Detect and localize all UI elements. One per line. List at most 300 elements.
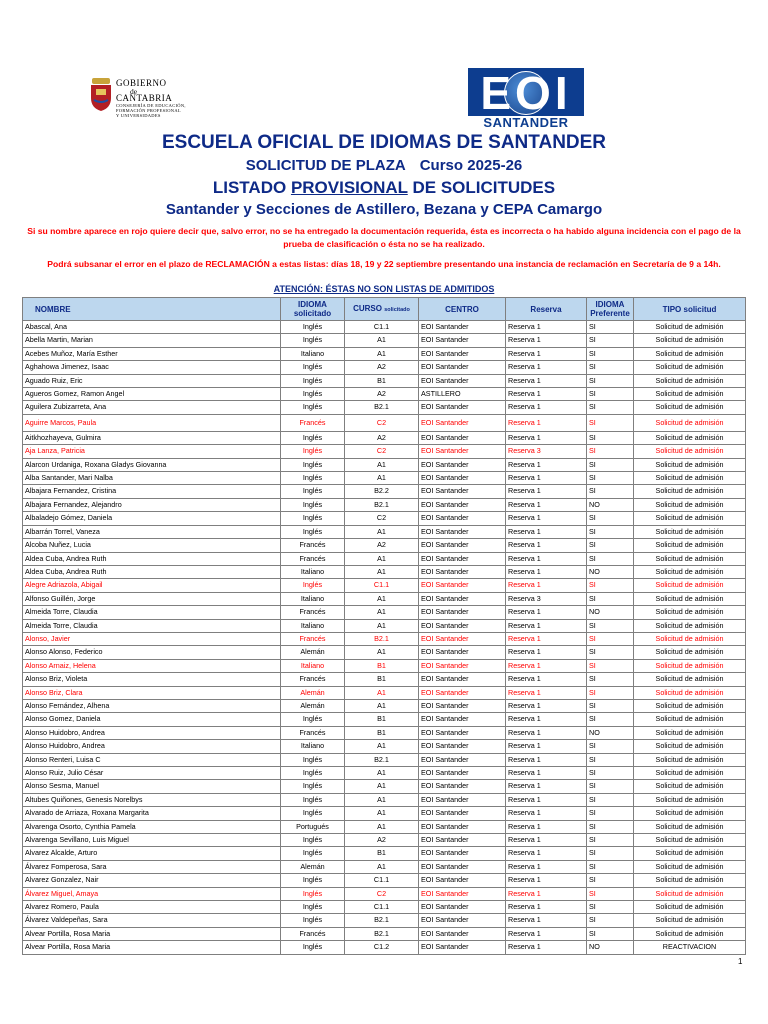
cell-reserva: Reserva 1 <box>506 941 587 954</box>
cell-preferente: NO <box>587 941 634 954</box>
cell-tipo: Solicitud de admisión <box>634 713 746 726</box>
table-row <box>23 834 746 847</box>
cell-nombre: Aitkhozhayeva, Gulmira <box>23 431 281 444</box>
table-row <box>23 767 746 780</box>
cell-reserva: Reserva 3 <box>506 592 587 605</box>
cell-preferente: SI <box>587 525 634 538</box>
cell-idioma: Francés <box>281 539 345 552</box>
cell-idioma: Inglés <box>281 941 345 954</box>
cell-preferente: SI <box>587 847 634 860</box>
cell-tipo: Solicitud de admisión <box>634 579 746 592</box>
cell-centro: EOI Santander <box>419 646 506 659</box>
cell-reserva: Reserva 1 <box>506 726 587 739</box>
table-row <box>23 592 746 605</box>
cell-idioma: Inglés <box>281 525 345 538</box>
table-header-row <box>23 298 746 321</box>
cell-nombre: Alonso Gomez, Daniela <box>23 713 281 726</box>
cell-idioma: Alemán <box>281 686 345 699</box>
cell-centro: EOI Santander <box>419 740 506 753</box>
cell-idioma: Francés <box>281 673 345 686</box>
table-row <box>23 740 746 753</box>
cell-centro: EOI Santander <box>419 860 506 873</box>
cell-centro: EOI Santander <box>419 901 506 914</box>
cell-nombre: Aguirre Marcos, Paula <box>23 414 281 431</box>
cell-curso: A1 <box>345 793 419 806</box>
cell-preferente: NO <box>587 606 634 619</box>
cell-centro: EOI Santander <box>419 552 506 565</box>
cell-reserva: Reserva 1 <box>506 472 587 485</box>
cell-idioma: Francés <box>281 632 345 645</box>
cell-idioma: Francés <box>281 414 345 431</box>
cell-nombre: Alvarenga Sevillano, Luis Miguel <box>23 834 281 847</box>
cell-centro: EOI Santander <box>419 780 506 793</box>
cell-preferente: SI <box>587 539 634 552</box>
cell-nombre: Alonso, Javier <box>23 632 281 645</box>
cell-reserva: Reserva 1 <box>506 414 587 431</box>
table-row <box>23 874 746 887</box>
table-row <box>23 686 746 699</box>
cell-tipo: Solicitud de admisión <box>634 780 746 793</box>
cell-preferente: SI <box>587 767 634 780</box>
cell-idioma: Inglés <box>281 472 345 485</box>
cell-nombre: Álvarez Valdepeñas, Sara <box>23 914 281 927</box>
cell-nombre: Alcoba Nuñez, Lucia <box>23 539 281 552</box>
cell-curso: B1 <box>345 713 419 726</box>
cell-curso: A2 <box>345 361 419 374</box>
cell-centro: EOI Santander <box>419 686 506 699</box>
cell-centro: EOI Santander <box>419 914 506 927</box>
cell-nombre: Alvarado de Arriaza, Roxana Margarita <box>23 807 281 820</box>
cell-curso: A1 <box>345 347 419 360</box>
list-heading <box>0 178 768 198</box>
cell-tipo: REACTIVACION <box>634 941 746 954</box>
cell-tipo: Solicitud de admisión <box>634 820 746 833</box>
cell-nombre: Aldea Cuba, Andrea Ruth <box>23 552 281 565</box>
cell-nombre: Albajara Fernandez, Cristina <box>23 485 281 498</box>
cell-reserva: Reserva 1 <box>506 887 587 900</box>
table-row <box>23 820 746 833</box>
col-curso-label: CURSO <box>353 303 382 313</box>
cell-reserva: Reserva 1 <box>506 901 587 914</box>
cell-tipo: Solicitud de admisión <box>634 860 746 873</box>
cell-reserva: Reserva 1 <box>506 927 587 940</box>
cell-centro: EOI Santander <box>419 361 506 374</box>
table-row <box>23 753 746 766</box>
table-row <box>23 807 746 820</box>
table-row <box>23 388 746 401</box>
cell-tipo: Solicitud de admisión <box>634 401 746 414</box>
cell-curso: A1 <box>345 646 419 659</box>
cell-tipo: Solicitud de admisión <box>634 632 746 645</box>
cell-curso: C1.1 <box>345 321 419 334</box>
table-row <box>23 927 746 940</box>
cell-nombre: Alvear Portilla, Rosa Maria <box>23 941 281 954</box>
cell-nombre: Alonso Ruiz, Julio César <box>23 767 281 780</box>
cell-preferente: SI <box>587 927 634 940</box>
cell-curso: C2 <box>345 414 419 431</box>
applications-table <box>22 297 746 955</box>
cell-idioma: Inglés <box>281 901 345 914</box>
cell-centro: EOI Santander <box>419 834 506 847</box>
cell-idioma: Inglés <box>281 458 345 471</box>
cell-reserva: Reserva 1 <box>506 767 587 780</box>
cell-nombre: Alvear Portilla, Rosa Maria <box>23 927 281 940</box>
cell-idioma: Inglés <box>281 431 345 444</box>
gov-line-2: de <box>130 86 138 96</box>
cell-preferente: SI <box>587 485 634 498</box>
cell-tipo: Solicitud de admisión <box>634 334 746 347</box>
cell-idioma: Inglés <box>281 834 345 847</box>
cell-preferente: SI <box>587 347 634 360</box>
table-row <box>23 914 746 927</box>
table-row <box>23 401 746 414</box>
subtitle <box>0 157 768 174</box>
cell-centro: EOI Santander <box>419 632 506 645</box>
cell-reserva: Reserva 1 <box>506 874 587 887</box>
cell-curso: C2 <box>345 887 419 900</box>
table-row <box>23 414 746 431</box>
cell-idioma: Inglés <box>281 847 345 860</box>
cell-preferente: SI <box>587 820 634 833</box>
cell-nombre: Alarcon Urdaniga, Roxana Gladys Giovanna <box>23 458 281 471</box>
cell-reserva: Reserva 1 <box>506 388 587 401</box>
cell-curso: A1 <box>345 780 419 793</box>
table-row <box>23 458 746 471</box>
cell-reserva: Reserva 1 <box>506 539 587 552</box>
cell-idioma: Inglés <box>281 374 345 387</box>
cell-idioma: Inglés <box>281 713 345 726</box>
table-row <box>23 445 746 458</box>
cell-tipo: Solicitud de admisión <box>634 914 746 927</box>
cell-idioma: Inglés <box>281 914 345 927</box>
cell-nombre: Alvarenga Osorto, Cynthia Pamela <box>23 820 281 833</box>
table-row <box>23 485 746 498</box>
cell-centro: EOI Santander <box>419 673 506 686</box>
col-preferente <box>587 298 634 321</box>
cell-curso: A1 <box>345 740 419 753</box>
cell-idioma: Inglés <box>281 498 345 511</box>
cell-idioma: Inglés <box>281 334 345 347</box>
cell-preferente: NO <box>587 726 634 739</box>
cell-curso: A1 <box>345 606 419 619</box>
cell-idioma: Inglés <box>281 767 345 780</box>
table-row <box>23 941 746 954</box>
cell-tipo: Solicitud de admisión <box>634 874 746 887</box>
cell-centro: EOI Santander <box>419 512 506 525</box>
cell-tipo: Solicitud de admisión <box>634 807 746 820</box>
cell-curso: A1 <box>345 565 419 578</box>
cell-preferente: SI <box>587 361 634 374</box>
cell-tipo: Solicitud de admisión <box>634 414 746 431</box>
cell-centro: EOI Santander <box>419 539 506 552</box>
cell-tipo: Solicitud de admisión <box>634 445 746 458</box>
col-reserva: Reserva <box>506 298 587 321</box>
cell-centro: EOI Santander <box>419 807 506 820</box>
cell-reserva: Reserva 1 <box>506 673 587 686</box>
cell-tipo: Solicitud de admisión <box>634 726 746 739</box>
cell-centro: EOI Santander <box>419 941 506 954</box>
cell-preferente: SI <box>587 659 634 672</box>
table-row <box>23 512 746 525</box>
attention-notice: ATENCIÓN: ÉSTAS NO SON LISTAS DE ADMITIDOS <box>273 284 495 294</box>
col-curso <box>345 298 419 321</box>
cell-nombre: Alonso Huidobro, Andrea <box>23 740 281 753</box>
table-row <box>23 579 746 592</box>
cell-preferente: SI <box>587 401 634 414</box>
cell-centro: EOI Santander <box>419 887 506 900</box>
subtitle-request: SOLICITUD DE PLAZA <box>245 157 406 174</box>
cell-idioma: Alemán <box>281 699 345 712</box>
sections-heading: Santander y Secciones de Astillero, Bezana y CEPA Camargo <box>165 201 603 218</box>
cell-preferente: SI <box>587 887 634 900</box>
cell-idioma: Inglés <box>281 361 345 374</box>
cell-curso: B1 <box>345 726 419 739</box>
table-row <box>23 552 746 565</box>
cell-reserva: Reserva 1 <box>506 699 587 712</box>
table-row <box>23 646 746 659</box>
cell-preferente: SI <box>587 686 634 699</box>
cell-centro: EOI Santander <box>419 445 506 458</box>
cell-nombre: Abella Martin, Marian <box>23 334 281 347</box>
cell-preferente: SI <box>587 753 634 766</box>
cell-centro: ASTILLERO <box>419 388 506 401</box>
cell-tipo: Solicitud de admisión <box>634 388 746 401</box>
cell-curso: C1.2 <box>345 941 419 954</box>
cell-idioma: Francés <box>281 927 345 940</box>
cell-nombre: Alonso Arnaiz, Helena <box>23 659 281 672</box>
cell-preferente: SI <box>587 334 634 347</box>
cell-curso: B1 <box>345 847 419 860</box>
cell-tipo: Solicitud de admisión <box>634 606 746 619</box>
cell-reserva: Reserva 1 <box>506 646 587 659</box>
gobierno-cantabria-logo <box>88 78 188 116</box>
cell-reserva: Reserva 1 <box>506 780 587 793</box>
cell-centro: EOI Santander <box>419 753 506 766</box>
cell-idioma: Italiano <box>281 659 345 672</box>
col-tipo: TIPO solicitud <box>634 298 746 321</box>
cell-preferente: SI <box>587 914 634 927</box>
cell-preferente: SI <box>587 740 634 753</box>
table-row <box>23 860 746 873</box>
cell-tipo: Solicitud de admisión <box>634 927 746 940</box>
cell-centro: EOI Santander <box>419 699 506 712</box>
col-curso-sub: solicitado <box>384 306 410 313</box>
cell-preferente: SI <box>587 374 634 387</box>
cell-curso: B2.2 <box>345 485 419 498</box>
cell-centro: EOI Santander <box>419 713 506 726</box>
cell-curso: A2 <box>345 539 419 552</box>
cell-idioma: Inglés <box>281 401 345 414</box>
cell-centro: EOI Santander <box>419 659 506 672</box>
cell-reserva: Reserva 1 <box>506 431 587 444</box>
table-row <box>23 431 746 444</box>
cell-centro: EOI Santander <box>419 525 506 538</box>
cell-tipo: Solicitud de admisión <box>634 485 746 498</box>
cell-curso: A1 <box>345 525 419 538</box>
cell-nombre: Alonso Briz, Violeta <box>23 673 281 686</box>
cell-reserva: Reserva 1 <box>506 659 587 672</box>
cell-reserva: Reserva 1 <box>506 512 587 525</box>
cell-nombre: Alvarez Gonzalez, Nair <box>23 874 281 887</box>
cell-reserva: Reserva 1 <box>506 485 587 498</box>
table-row <box>23 539 746 552</box>
cell-centro: EOI Santander <box>419 458 506 471</box>
cell-nombre: Alonso Briz, Clara <box>23 686 281 699</box>
cell-preferente: SI <box>587 431 634 444</box>
cell-reserva: Reserva 1 <box>506 401 587 414</box>
cell-preferente: SI <box>587 646 634 659</box>
cell-tipo: Solicitud de admisión <box>634 901 746 914</box>
cell-idioma: Inglés <box>281 753 345 766</box>
cell-idioma: Inglés <box>281 579 345 592</box>
cell-curso: B2.1 <box>345 927 419 940</box>
coat-of-arms-icon <box>88 78 114 112</box>
table-row <box>23 361 746 374</box>
cell-idioma: Francés <box>281 606 345 619</box>
cell-curso: A1 <box>345 334 419 347</box>
cell-centro: EOI Santander <box>419 592 506 605</box>
cell-tipo: Solicitud de admisión <box>634 686 746 699</box>
cell-preferente: SI <box>587 321 634 334</box>
cell-preferente: NO <box>587 565 634 578</box>
table-row <box>23 632 746 645</box>
cell-idioma: Inglés <box>281 388 345 401</box>
cell-preferente: SI <box>587 793 634 806</box>
eoi-caption: SANTANDER <box>483 115 569 130</box>
cell-nombre: Alegre Adriazola, Abigail <box>23 579 281 592</box>
cell-nombre: Alonso Fernández, Alhena <box>23 699 281 712</box>
cell-idioma: Francés <box>281 552 345 565</box>
cell-centro: EOI Santander <box>419 431 506 444</box>
cell-reserva: Reserva 1 <box>506 334 587 347</box>
col-idioma-line1: IDIOMA <box>298 300 327 309</box>
cell-preferente: SI <box>587 673 634 686</box>
table-row <box>23 887 746 900</box>
cell-preferente: NO <box>587 498 634 511</box>
cell-curso: B2.1 <box>345 914 419 927</box>
cell-nombre: Álvarez Miguel, Amaya <box>23 887 281 900</box>
cell-nombre: Albarrán Torrel, Vaneza <box>23 525 281 538</box>
table-row <box>23 659 746 672</box>
gov-line-3: CANTABRIA <box>116 93 173 103</box>
cell-reserva: Reserva 1 <box>506 847 587 860</box>
cell-reserva: Reserva 1 <box>506 552 587 565</box>
cell-idioma: Inglés <box>281 321 345 334</box>
cell-centro: EOI Santander <box>419 334 506 347</box>
cell-reserva: Reserva 1 <box>506 579 587 592</box>
col-nombre: NOMBRE <box>23 298 281 321</box>
cell-preferente: SI <box>587 552 634 565</box>
list-heading-c: DE SOLICITUDES <box>407 178 556 197</box>
cell-reserva: Reserva 1 <box>506 820 587 833</box>
table-row <box>23 699 746 712</box>
gov-sub-1: CONSEJERÍA DE EDUCACIÓN, <box>116 102 186 108</box>
table-row <box>23 334 746 347</box>
cell-curso: A2 <box>345 388 419 401</box>
cell-preferente: SI <box>587 579 634 592</box>
cell-centro: EOI Santander <box>419 321 506 334</box>
cell-idioma: Inglés <box>281 793 345 806</box>
cell-nombre: Almeida Torre, Claudia <box>23 606 281 619</box>
table-row <box>23 726 746 739</box>
cell-nombre: Alonso Alonso, Federico <box>23 646 281 659</box>
cell-idioma: Italiano <box>281 592 345 605</box>
table-row <box>23 901 746 914</box>
cell-idioma: Inglés <box>281 780 345 793</box>
cell-tipo: Solicitud de admisión <box>634 347 746 360</box>
cell-centro: EOI Santander <box>419 565 506 578</box>
cell-preferente: SI <box>587 458 634 471</box>
cell-centro: EOI Santander <box>419 606 506 619</box>
cell-nombre: Alfonso Guillén, Jorge <box>23 592 281 605</box>
cell-centro: EOI Santander <box>419 726 506 739</box>
table-row <box>23 847 746 860</box>
cell-nombre: Albajara Fernandez, Alejandro <box>23 498 281 511</box>
table-row <box>23 321 746 334</box>
cell-reserva: Reserva 1 <box>506 740 587 753</box>
cell-preferente: SI <box>587 445 634 458</box>
cell-reserva: Reserva 1 <box>506 374 587 387</box>
cell-centro: EOI Santander <box>419 414 506 431</box>
col-centro: CENTRO <box>419 298 506 321</box>
cell-tipo: Solicitud de admisión <box>634 740 746 753</box>
cell-preferente: SI <box>587 834 634 847</box>
cell-nombre: Aja Lanza, Patricia <box>23 445 281 458</box>
cell-nombre: Alonso Huidobro, Andrea <box>23 726 281 739</box>
cell-curso: A1 <box>345 458 419 471</box>
cell-idioma: Inglés <box>281 485 345 498</box>
cell-tipo: Solicitud de admisión <box>634 753 746 766</box>
table-row <box>23 472 746 485</box>
cell-reserva: Reserva 1 <box>506 914 587 927</box>
cell-reserva: Reserva 1 <box>506 347 587 360</box>
cell-reserva: Reserva 1 <box>506 632 587 645</box>
table-row <box>23 606 746 619</box>
cell-curso: A1 <box>345 619 419 632</box>
cell-centro: EOI Santander <box>419 874 506 887</box>
cell-nombre: Acebes Muñoz, María Esther <box>23 347 281 360</box>
cell-reserva: Reserva 1 <box>506 565 587 578</box>
cell-curso: A1 <box>345 807 419 820</box>
cell-nombre: Albaladejo Gómez, Daniela <box>23 512 281 525</box>
cell-tipo: Solicitud de admisión <box>634 525 746 538</box>
list-heading-provisional: PROVISIONAL <box>290 178 408 197</box>
col-pref-line1: IDIOMA <box>595 300 625 309</box>
cell-preferente: SI <box>587 388 634 401</box>
cell-tipo: Solicitud de admisión <box>634 361 746 374</box>
cell-reserva: Reserva 1 <box>506 361 587 374</box>
cell-centro: EOI Santander <box>419 793 506 806</box>
cell-nombre: Aghahowa Jimenez, Isaac <box>23 361 281 374</box>
cell-centro: EOI Santander <box>419 498 506 511</box>
cell-preferente: SI <box>587 860 634 873</box>
cell-tipo: Solicitud de admisión <box>634 699 746 712</box>
cell-idioma: Italiano <box>281 347 345 360</box>
list-heading-a: LISTADO <box>212 178 291 197</box>
cell-curso: A1 <box>345 592 419 605</box>
claim-period-notice: Podrá subsanar el error en el plazo de RECLAMACIÓN a estas listas: días 18, 19 y 22 septiembre presentando una instancia de reclamación en Secretaría de 9 a 14h. <box>47 259 721 269</box>
cell-nombre: Almeida Torre, Claudia <box>23 619 281 632</box>
cell-preferente: SI <box>587 472 634 485</box>
cell-curso: A1 <box>345 820 419 833</box>
cell-preferente: SI <box>587 632 634 645</box>
table-row <box>23 498 746 511</box>
cell-nombre: Abascal, Ana <box>23 321 281 334</box>
cell-preferente: SI <box>587 901 634 914</box>
cell-nombre: Aguado Ruiz, Eric <box>23 374 281 387</box>
cell-nombre: Alba Santander, Mari Nalba <box>23 472 281 485</box>
cell-reserva: Reserva 1 <box>506 606 587 619</box>
